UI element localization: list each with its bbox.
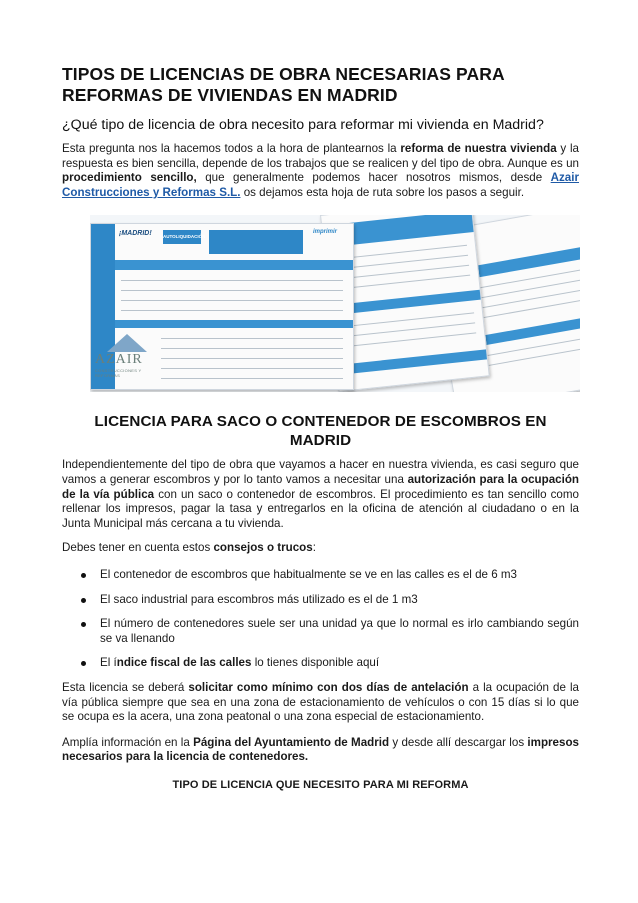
intro-bold-reforma: reforma de nuestra vivienda <box>400 142 557 155</box>
amplia-bold-ayuntamiento[interactable]: Página del Ayuntamiento de Madrid <box>193 735 390 749</box>
subtitle-question: ¿Qué tipo de licencia de obra necesito para reformar mi vivienda en Madrid? <box>62 117 544 133</box>
independ-text-1: Independientemente del tipo de obra que vayamos a hacer en nuestra vivienda, es casi seguro que vamos a generar escombros y por lo tanto vamos a necesitar una <box>62 458 579 486</box>
independ-text-2: con un saco o contenedor de escombros. El procedimiento es tan sencillo como rellenar los impresos, pagar la tasa y entregarlos en la oficina de atención al ciudadano o en la Junta Municipal más cercana a tu vivienda. <box>62 487 579 530</box>
amplia-bold-impresos[interactable]: impresos necesarios para la licencia de contenedores. <box>62 735 579 764</box>
intro-text-1: Esta pregunta nos la hacemos todos a la hora de plantearnos la <box>62 142 401 155</box>
license-forms-image <box>90 215 580 392</box>
tips-intro-paragraph <box>62 541 579 556</box>
azair-logo-subtitle: CONSTRUCCIONES Y REFORMAS <box>95 368 142 379</box>
azair-logo <box>95 334 159 390</box>
tip4-text-1: El í <box>100 656 117 670</box>
independent-paragraph <box>62 458 579 531</box>
document-content <box>62 64 579 791</box>
madrid-logo-text: ¡MADRID! <box>119 230 152 238</box>
debes-text-2: : <box>312 541 316 555</box>
licencia-bold-antelacion: solicitar como mínimo con dos días de antelación <box>188 680 469 694</box>
autoliquidacion-badge: AUTOLIQUIDACIÓN <box>163 230 201 244</box>
tip4-bold-indice: ndice fiscal de las calles <box>116 656 252 670</box>
licencia-text-1: Esta licencia se deberá <box>62 680 189 694</box>
list-item <box>100 656 579 671</box>
imprimir-label: imprimir <box>313 229 338 236</box>
intro-text-4: os dejamos esta hoja de ruta sobre los pasos a seguir. <box>240 185 525 199</box>
intro-paragraph <box>62 142 579 200</box>
amplia-text-1: Amplía información en la <box>62 735 194 749</box>
independ-bold-autorizacion: autorización para la ocupación de la vía pública <box>62 472 579 501</box>
page-title: TIPOS DE LICENCIAS DE OBRA NECESARIAS PARA REFORMAS DE VIVIENDAS EN MADRID <box>62 64 505 105</box>
azair-link[interactable]: Azair Construcciones y Reformas S.L. <box>62 171 579 199</box>
azair-logo-name: AZAIR <box>95 352 143 368</box>
list-item: El contenedor de escombros que habitualmente se ve en las calles es el de 6 m3 <box>100 568 579 583</box>
section-title: LICENCIA PARA SACO O CONTENEDOR DE ESCOMBROS EN MADRID <box>94 413 547 450</box>
intro-text-3: que generalmente podemos hacer nosotros mismos, desde <box>196 171 551 185</box>
more-info-paragraph <box>62 736 579 765</box>
house-roof-icon <box>107 334 147 352</box>
tips-list <box>62 568 579 671</box>
debes-bold-consejos: consejos o trucos <box>213 541 313 555</box>
list-item: El saco industrial para escombros más utilizado es el de 1 m3 <box>100 593 579 608</box>
tip4-text-2: lo tienes disponible aquí <box>251 656 380 670</box>
debes-text-1: Debes tener en cuenta estos <box>62 541 214 555</box>
intro-bold-procedimiento: procedimiento sencillo, <box>62 171 197 185</box>
amplia-text-2: y desde allí descargar los <box>389 735 528 749</box>
form-document-front <box>90 223 354 390</box>
list-item: El número de contenedores suele ser una unidad ya que lo normal es irlo cambiando según se va llenando <box>100 617 579 645</box>
license-type-heading: TIPO DE LICENCIA QUE NECESITO PARA MI REFORMA <box>172 778 469 791</box>
licencia-text-2: a la ocupación de la vía pública siempre que sea en una zona de estacionamiento de vehículos o con 15 días si lo que se ocupa es la acera, una zona peatonal o una zona especial de estacionamiento. <box>62 680 580 724</box>
license-paragraph <box>62 681 579 725</box>
intro-text-2: y la respuesta es bien sencilla, depende de los trabajos que se realicen y del tipo de obra. Aunque es un <box>62 142 579 170</box>
